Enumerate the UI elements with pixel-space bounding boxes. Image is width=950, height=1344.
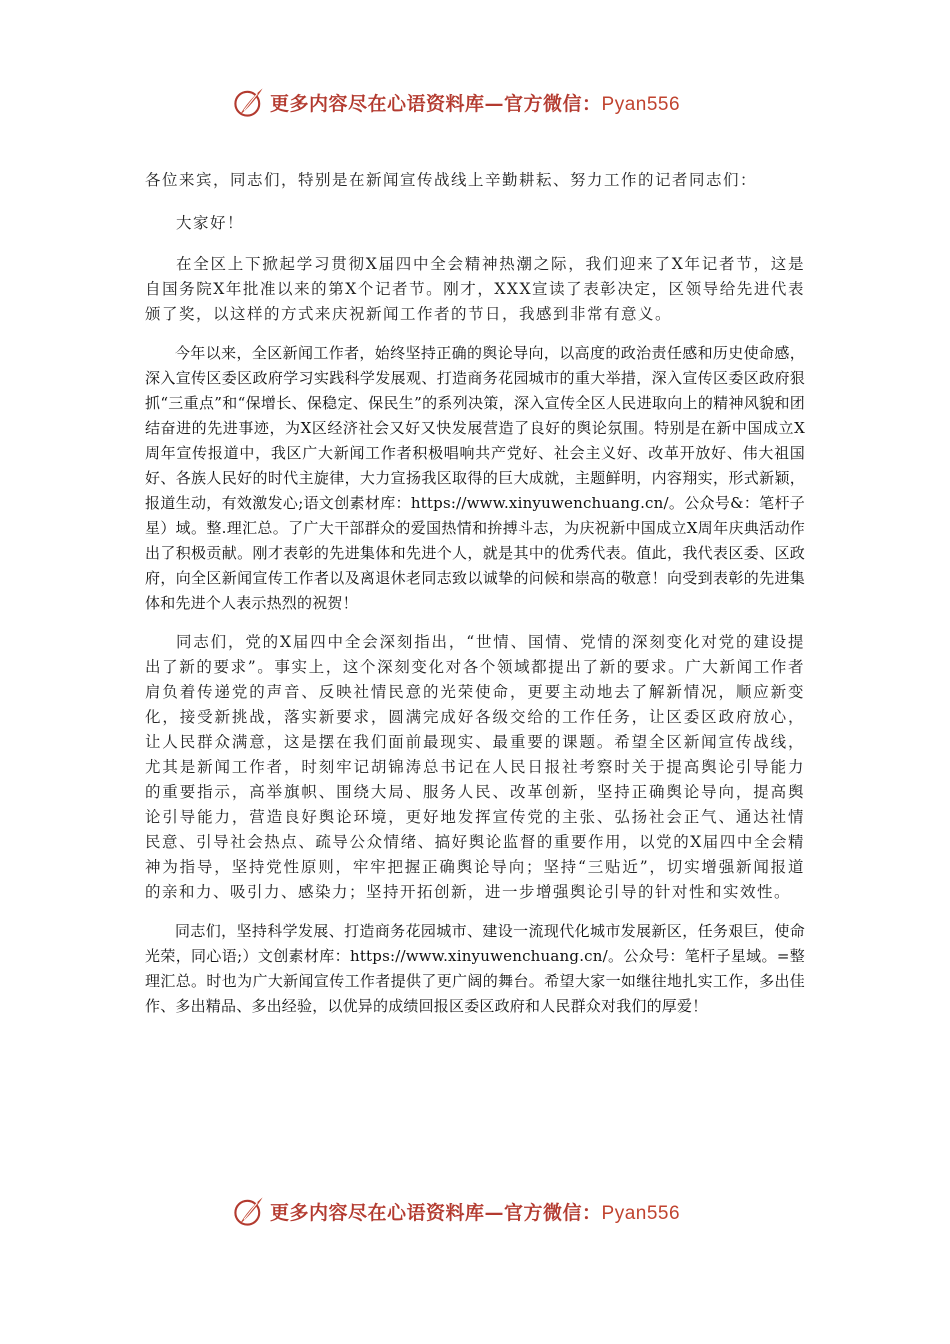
banner-label: 更多内容尽在心语资料库—官方微信： [270,1201,602,1224]
achievements-paragraph: 今年以来，全区新闻工作者，始终坚持正确的舆论导向，以高度的政治责任感和历史使命感，深入宣传区委区政府学习实践科学发展观、打造商务花园城市的重大举措，深入宣传区委区政府狠抓“三重点”和“保增长、保稳定、保民生”的系列决策，深入宣传全区人民进取向上的精神风貌和团结奋进的先进事迹，为X区经济社会又好又快发展营造了良好的舆论氛围。特别是在新中国成立X周年宣传报道中，我区广大新闻工作者积极唱响共产党好、社会主义好、改革开放好、伟大祖国好、各族人民好的时代主旋律，大力宣扬我区取得的巨大成就，主题鲜明，内容翔实，形式新颖，报道生动，有效激发心;语文创素材库：https://www.xinyuwenchuang.cn/。公众号&：笔杆子星）域。整.理汇总。了广大干部群众的爱国热情和拚搏斗志，为庆祝新中国成立X周年庆典活动作出了积极贡献。刚才表彰的先进集体和先进个人，就是其中的优秀代表。值此，我代表区委、区政府，向全区新闻宣传工作者以及离退休老同志致以诚挚的问候和崇高的敬意！向受到表彰的先进集体和先进个人表示热烈的祝贺！ [145,344,805,612]
footer-banner [232,1191,680,1231]
quill-logo-icon [232,85,266,119]
greeting-paragraph: 大家好！ [176,214,245,232]
banner-label: 更多内容尽在心语资料库—官方微信： [270,92,602,115]
opening-paragraph: 在全区上下掀起学习贯彻X届四中全会精神热潮之际，我们迎来了X年记者节，这是自国务院X年批准以来的第X个记者节。刚才，XXX宣读了表彰决定，区领导给先进代表颁了奖，以这样的方式来庆祝新闻工作者的节日，我感到非常有意义。 [145,255,805,323]
header-banner [232,82,680,122]
closing-paragraph: 同志们，坚持科学发展、打造商务花园城市、建设一流现代化城市发展新区，任务艰巨，使命光荣，同心语;）文创素材库：https://www.xinyuwenchuang.cn/。公众号：笔杆子星域。=整理汇总。时也为广大新闻宣传工作者提供了更广阔的舞台。希望大家一如继往地扎实工作，多出佳作、多出精品、多出经验，以优异的成绩回报区委区政府和人民群众对我们的厚爱！ [145,922,805,1015]
banner-text [270,89,680,116]
requirements-paragraph: 同志们，党的X届四中全会深刻指出，“世情、国情、党情的深刻变化对党的建设提出了新的要求”。事实上，这个深刻变化对各个领域都提出了新的要求。广大新闻工作者肩负着传递党的声音、反映社情民意的光荣使命，更要主动地去了解新情况，顺应新变化，接受新挑战，落实新要求，圆满完成好各级交给的工作任务，让区委区政府放心，让人民群众满意，这是摆在我们面前最现实、最重要的课题。希望全区新闻宣传战线，尤其是新闻工作者，时刻牢记胡锦涛总书记在人民日报社考察时关于提高舆论引导能力的重要指示，高举旗帜、围绕大局、服务人民、改革创新，坚持正确舆论导向，提高舆论引导能力，营造良好舆论环境，更好地发挥宣传党的主张、弘扬社会正气、通达社情民意、引导社会热点、疏导公众情绪、搞好舆论监督的重要作用，以党的X届四中全会精神为指导，坚持党性原则，牢牢把握正确舆论导向；坚持“三贴近”，切实增强新闻报道的亲和力、吸引力、感染力；坚持开拓创新，进一步增强舆论引导的针对性和实效性。 [145,633,805,901]
banner-text [270,1198,680,1225]
wechat-id: Pyan556 [601,93,681,115]
document-body [145,168,805,1033]
quill-logo-icon [232,1194,266,1228]
wechat-id: Pyan556 [601,1202,681,1224]
salutation-paragraph: 各位来宾，同志们，特别是在新闻宣传战线上辛勤耕耘、努力工作的记者同志们： [145,171,758,189]
